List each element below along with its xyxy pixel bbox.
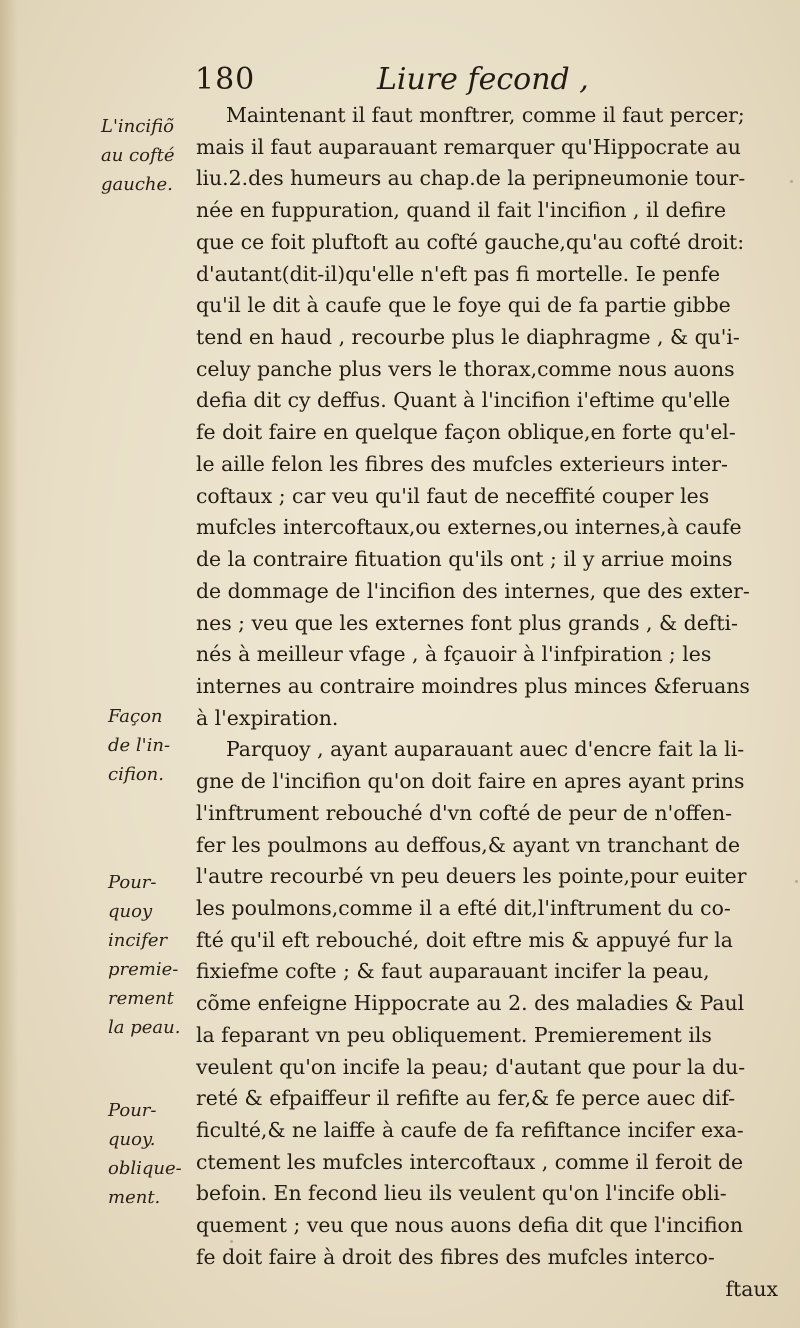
text-line: l'inftrument rebouché d'vn cofté de peur de n'offen- [196,800,733,825]
text-line: befoin. En fecond lieu ils veulent qu'on l'incife obli- [196,1181,727,1206]
text-line: mufcles intercoftaux,ou externes,ou internes,à caufe [196,515,742,540]
text-line: reté & efpaiffeur il refifte au fer,& fe perce auec dif- [196,1086,736,1111]
margin-note-line: Pour- [108,872,157,893]
margin-note-why-cut-skin-first [108,868,196,1042]
text-line: fer les poulmons au deffous,& ayant vn tranchant de [196,832,741,857]
margin-note-line: ment. [108,1187,161,1208]
text-line: quement ; veu que nous auons defia dit que l'incifion [196,1213,743,1238]
page-edge-shadow [0,0,18,1328]
text-line: fe doit faire à droit des fibres des mufcles interco- [196,1244,715,1269]
text-line: coftaux ; car veu qu'il faut de neceffité couper les [196,483,710,508]
page-header [195,62,615,102]
text-line: à l'expiration. [196,705,339,730]
text-line: fté qu'il eft rebouché, doit eftre mis & appuyé fur la [196,927,733,952]
text-line: la feparant vn peu obliquement. Premierement ils [196,1022,712,1047]
margin-note-line: de l'in- [108,735,171,756]
body-text [196,100,788,1305]
margin-note-line: cifion. [108,764,164,785]
margin-note-line: incifer [108,930,168,951]
text-line: veulent qu'on incife la peau; d'autant que pour la du- [196,1054,746,1079]
margin-note-line: rement [108,988,174,1009]
margin-note-line: quoy [108,901,153,922]
text-line: ctement les mufcles intercoftaux , comme il feroit de [196,1149,744,1174]
text-line: née en fuppuration, quand il fait l'incifion , il defire [196,198,727,223]
margin-note-line: quoy. [108,1129,156,1150]
text-line: Parquoy , ayant auparauant auec d'encre fait la li- [226,737,745,762]
text-line: que ce foit pluftoft au cofté gauche,qu'au cofté droit: [196,229,745,254]
margin-note-line: au cofté [101,145,175,166]
text-line: gne de l'incifion qu'on doit faire en apres ayant prins [196,769,745,794]
text-line: l'autre recourbé vn peu deuers les pointe,pour euiter [196,864,747,889]
paper-speck [795,880,798,883]
page-number: 180 [195,62,256,97]
text-line: fixiefme cofte ; & faut auparauant incifer la peau, [196,959,710,984]
margin-note-line: Façon [108,706,163,727]
text-line: Maintenant il faut monftrer, comme il faut percer; [226,103,745,127]
text-line: internes au contraire moindres plus minces &feruans [196,673,750,698]
margin-note-line: oblique- [108,1158,182,1179]
margin-note-line: premie- [108,959,179,980]
text-line: cõme enfeigne Hippocrate au 2. des maladies & Paul [196,991,745,1016]
text-line: fe doit faire en quelque façon oblique,en forte qu'el- [196,420,736,445]
paper-speck [230,1240,233,1243]
margin-note-incision-left-side [101,112,189,199]
text-line: ftaux [725,1276,778,1301]
margin-note-line: gauche. [101,174,173,195]
text-line: liu.2.des humeurs au chap.de la peripneumonie tour- [196,166,746,191]
text-line: nes ; veu que les externes font plus grands , & defti- [196,610,738,635]
text-line: mais il faut auparauant remarquer qu'Hippocrate au [196,134,741,159]
margin-note-line: L'incifiõ [101,116,174,137]
text-line: nés à meilleur vfage , à fçauoir à l'infpiration ; les [196,642,712,667]
running-title: Liure fecond , [377,62,589,97]
margin-note-why-obliquely [108,1096,196,1212]
text-line: defia dit cy deffus. Quant à l'incifion i'eftime qu'elle [196,388,731,413]
margin-note-line: Pour- [108,1100,157,1121]
text-line: de dommage de l'incifion des internes, que des exter- [196,578,750,603]
margin-note-line: la peau. [108,1017,181,1038]
text-line: tend en haud , recourbe plus le diaphragme , & qu'i- [196,325,740,350]
margin-note-manner-of-incision [108,702,196,789]
text-line: celuy panche plus vers le thorax,comme nous auons [196,356,735,381]
paper-speck [790,180,793,183]
text-line: qu'il le dit à caufe que le foye qui de fa partie gibbe [196,293,731,318]
text-line: les poulmons,comme il a efté dit,l'inftrument du co- [196,895,731,920]
text-line: ficulté,& ne laiffe à caufe de fa refiftance incifer exa- [196,1118,744,1142]
text-line: d'autant(dit-il)qu'elle n'eft pas fi mortelle. Ie penfe [196,261,721,286]
text-line: de la contraire fituation qu'ils ont ; il y arriue moins [196,547,733,572]
text-line: le aille felon les fibres des mufcles exterieurs inter- [196,451,728,476]
